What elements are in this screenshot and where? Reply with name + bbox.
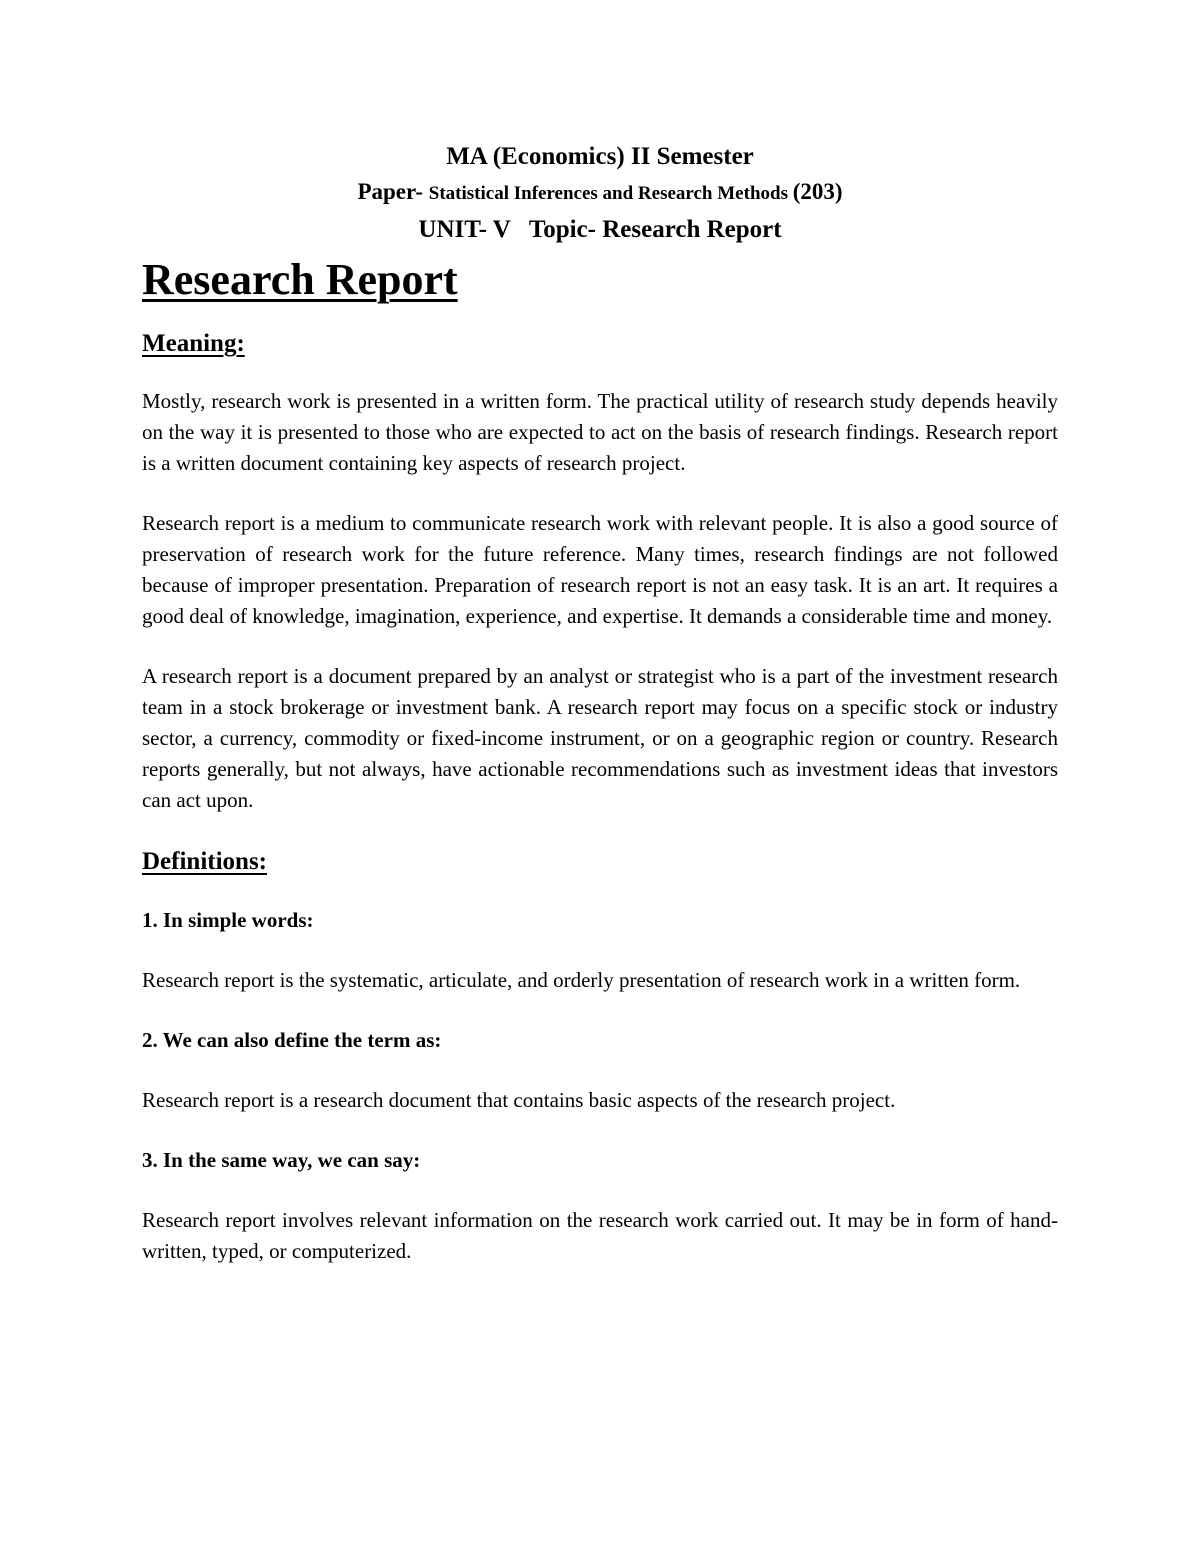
paper-prefix: Paper-	[357, 179, 429, 204]
paper-code: (203)	[792, 179, 843, 204]
meaning-heading: Meaning:	[142, 330, 245, 357]
page-title: Research Report	[142, 255, 458, 304]
meaning-paragraph-3: A research report is a document prepared by an analyst or strategist who is a part of the investment research team in a stock brokerage or investment bank. A research report may focus on a specific stock or industry sector, a currency, commodity or fixed-income instrument, or on a geographic region or country. Research reports generally, but not always, have actionable recommendations such as investment ideas that investors can act upon.	[142, 664, 1058, 812]
paper-title	[142, 174, 1058, 212]
definition-1-text: Research report is the systematic, articulate, and orderly presentation of research work in a written form.	[142, 968, 1021, 992]
meaning-paragraph-2: Research report is a medium to communicate research work with relevant people. It is also a good source of preservation of research work for the future reference. Many times, research findings are not followed because of improper presentation. Preparation of research report is not an easy task. It is an art. It requires a good deal of knowledge, imagination, experience, and expertise. It demands a considerable time and money.	[142, 511, 1058, 628]
definitions-heading: Definitions:	[142, 848, 267, 875]
topic-label: Topic- Research Report	[528, 216, 782, 243]
paper-name: Statistical Inferences and Research Methods	[428, 183, 793, 204]
meaning-paragraph-1: Mostly, research work is presented in a written form. The practical utility of research study depends heavily on the way it is presented to those who are expected to act on the basis of research findings. Research report is a written document containing key aspects of research project.	[142, 389, 1058, 475]
definition-3-text: Research report involves relevant information on the research work carried out. It may be in form of hand-written, typed, or computerized.	[142, 1208, 1058, 1263]
definition-3-label: 3. In the same way, we can say:	[142, 1148, 421, 1172]
definition-1-label: 1. In simple words:	[142, 908, 314, 932]
course-title: MA (Economics) II Semester	[446, 143, 754, 170]
definition-2-text: Research report is a research document that contains basic aspects of the research project.	[142, 1088, 896, 1112]
definition-2-label: 2. We can also define the term as:	[142, 1028, 442, 1052]
unit-topic-line	[142, 212, 1058, 248]
unit-label: UNIT- V	[418, 216, 511, 243]
